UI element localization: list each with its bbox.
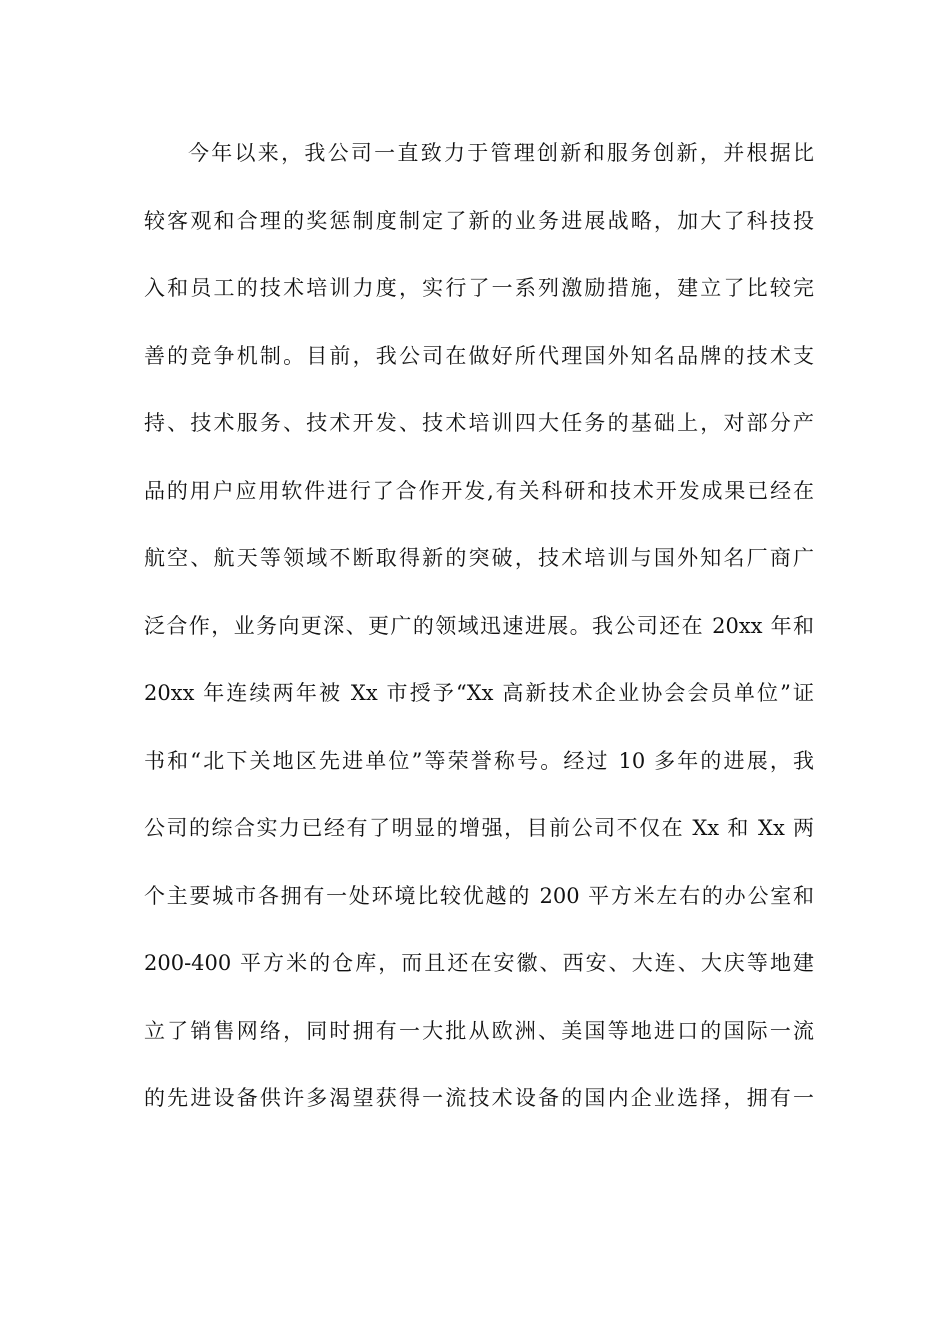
paragraph-line: 泛合作，业务向更深、更广的领域迅速进展。我公司还在 20xx 年和 xyxy=(144,613,814,638)
paragraph-line: 的先进设备供许多渴望获得一流技术设备的国内企业选择，拥有一 xyxy=(144,1086,814,1110)
body-paragraph xyxy=(144,133,814,1146)
paragraph-line: 善的竞争机制。目前，我公司在做好所代理国外知名品牌的技术支 xyxy=(144,343,814,368)
paragraph-line: 品的用户应用软件进行了合作开发,有关科研和技术开发成果已经在 xyxy=(144,478,814,503)
paragraph-line: 20xx 年连续两年被 Xx 市授予“Xx 高新技术企业协会会员单位”证 xyxy=(144,681,814,705)
paragraph-line: 公司的综合实力已经有了明显的增强，目前公司不仅在 Xx 和 Xx 两 xyxy=(144,816,814,840)
paragraph-line: 航空、航天等领域不断取得新的突破，技术培训与国外知名厂商广 xyxy=(144,546,814,570)
paragraph-line: 立了销售网络，同时拥有一大批从欧洲、美国等地进口的国际一流 xyxy=(144,1018,814,1043)
paragraph-line: 持、技术服务、技术开发、技术培训四大任务的基础上，对部分产 xyxy=(144,411,814,435)
paragraph-line: 今年以来，我公司一直致力于管理创新和服务创新，并根据比 xyxy=(188,141,814,165)
paragraph-line: 个主要城市各拥有一处环境比较优越的 200 平方米左右的办公室和 xyxy=(144,883,814,908)
paragraph-line: 200-400 平方米的仓库，而且还在安徽、西安、大连、大庆等地建 xyxy=(144,951,814,975)
paragraph-line: 书和“北下关地区先进单位”等荣誉称号。经过 10 多年的进展，我 xyxy=(144,748,814,773)
paragraph-line: 较客观和合理的奖惩制度制定了新的业务进展战略，加大了科技投 xyxy=(144,208,814,233)
paragraph-line: 入和员工的技术培训力度，实行了一系列激励措施，建立了比较完 xyxy=(144,276,814,300)
